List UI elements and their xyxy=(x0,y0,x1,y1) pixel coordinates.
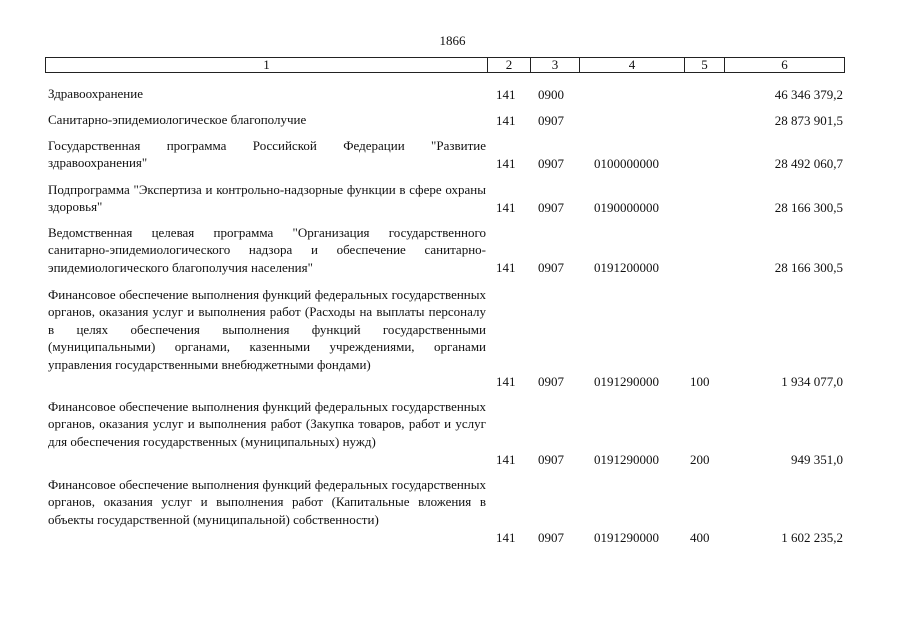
row-section: 0907 xyxy=(538,112,564,128)
row-amount: 28 492 060,7 xyxy=(774,155,843,171)
row-name: Санитарно-эпидемиологическое благополучие xyxy=(48,112,307,127)
row-section: 0907 xyxy=(538,199,564,215)
row-admin: 141 xyxy=(496,451,516,467)
row-target: 0190000000 xyxy=(594,199,659,215)
table-row xyxy=(0,85,905,103)
table-row xyxy=(0,398,905,468)
row-name: Финансовое обеспечение выполнения функций федеральных государственных органов, оказания услуг и выполнения работ (Расходы на выплаты персоналу в целях обеспечения выполнения функций государственными (муниципальными) органами, казенными учреждениями, органами управления государственными внебюджетными фондами) xyxy=(48,287,486,372)
header-col-5: 5 xyxy=(701,57,708,72)
row-expense: 400 xyxy=(690,529,710,545)
table-row xyxy=(0,286,905,390)
table-row xyxy=(0,181,905,216)
row-section: 0907 xyxy=(538,259,564,275)
row-name: Здравоохранение xyxy=(48,86,143,101)
row-amount: 28 166 300,5 xyxy=(774,199,843,215)
row-amount: 949 351,0 xyxy=(791,451,843,467)
row-admin: 141 xyxy=(496,155,516,171)
row-amount: 1 602 235,2 xyxy=(781,529,843,545)
row-admin: 141 xyxy=(496,373,516,389)
row-target: 0191290000 xyxy=(594,529,659,545)
row-name: Государственная программа Российской Федерации "Развитие здравоохранения" xyxy=(48,138,486,171)
row-section: 0900 xyxy=(538,86,564,102)
row-name: Ведомственная целевая программа "Организация государственного санитарно-эпидемиологического надзора и обеспечение санитарно-эпидемиологического благополучия населения" xyxy=(48,225,486,275)
table-row xyxy=(0,111,905,129)
row-name: Финансовое обеспечение выполнения функций федеральных государственных органов, оказания услуг и выполнения работ (Капитальные вложения в объекты государственной (муниципальной) собственности) xyxy=(48,477,486,527)
row-section: 0907 xyxy=(538,373,564,389)
row-amount: 1 934 077,0 xyxy=(781,373,843,389)
row-admin: 141 xyxy=(496,259,516,275)
row-target: 0191290000 xyxy=(594,373,659,389)
header-col-4: 4 xyxy=(628,57,636,72)
row-section: 0907 xyxy=(538,451,564,467)
row-expense: 100 xyxy=(690,373,710,389)
row-section: 0907 xyxy=(538,155,564,171)
page-number: 1866 xyxy=(439,33,466,48)
row-section: 0907 xyxy=(538,529,564,545)
header-col-6: 6 xyxy=(781,57,788,72)
row-admin: 141 xyxy=(496,112,516,128)
table-row xyxy=(0,476,905,546)
row-name: Финансовое обеспечение выполнения функций федеральных государственных органов, оказания услуг и выполнения работ (Закупка товаров, работ и услуг для обеспечения государственных (муниципальных) нужд) xyxy=(48,399,486,449)
row-target: 0100000000 xyxy=(594,155,659,171)
row-admin: 141 xyxy=(496,199,516,215)
header-col-1: 1 xyxy=(263,57,270,72)
table-header xyxy=(45,57,845,73)
table-row xyxy=(0,137,905,172)
table-row xyxy=(0,224,905,276)
row-target: 0191200000 xyxy=(594,259,659,275)
row-amount: 28 166 300,5 xyxy=(774,259,843,275)
header-col-3: 3 xyxy=(551,57,559,72)
row-amount: 28 873 901,5 xyxy=(774,112,843,128)
row-name: Подпрограмма "Экспертиза и контрольно-надзорные функции в сфере охраны здоровья" xyxy=(48,182,486,215)
row-amount: 46 346 379,2 xyxy=(774,86,843,102)
header-col-2: 2 xyxy=(505,57,513,72)
row-expense: 200 xyxy=(690,451,710,467)
row-admin: 141 xyxy=(496,529,516,545)
row-admin: 141 xyxy=(496,86,516,102)
row-target: 0191290000 xyxy=(594,451,659,467)
